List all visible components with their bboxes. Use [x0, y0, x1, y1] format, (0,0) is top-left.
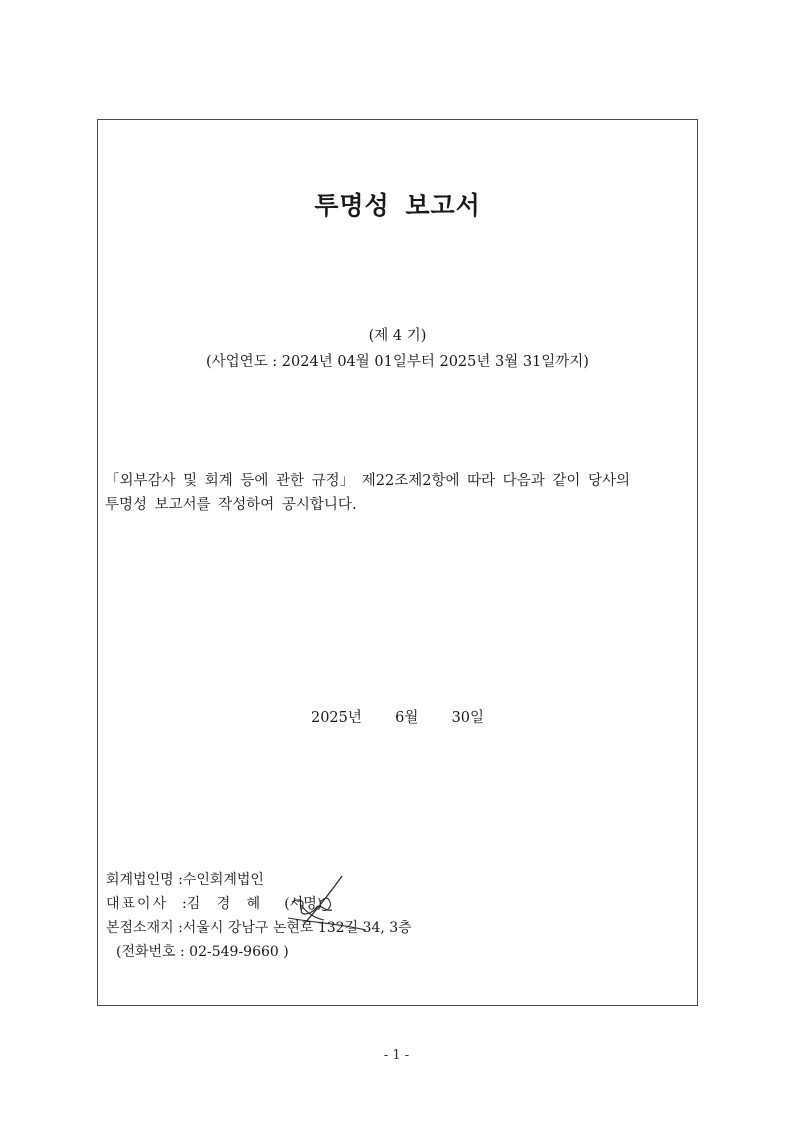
firm-name-label: 회계법인명 : — [106, 872, 183, 888]
date-year: 2025년 — [310, 710, 362, 726]
document-title: 투명성 보고서 — [314, 191, 481, 220]
date-month: 6월 — [395, 710, 419, 726]
address-label: 본점소재지 : — [106, 920, 183, 936]
date-day: 30일 — [451, 710, 485, 726]
statement-line-2: 투명성 보고서를 작성하여 공시합니다. — [105, 497, 357, 513]
fiscal-term: (제 4 기) — [368, 328, 427, 344]
report-date — [97, 706, 698, 727]
firm-name: 수인회계법인 — [182, 872, 264, 888]
page-number: - 1 - — [383, 1048, 410, 1063]
statement-line-1: 「외부감사 및 회계 등에 관한 규정」 제22조제2항에 따라 다음과 같이 당사의 — [105, 473, 630, 489]
address: 서울시 강남구 논현로 132길 34, 3층 — [182, 920, 412, 936]
seal-text: (서명) — [284, 896, 323, 912]
representative-label: 대표이사 — [106, 896, 169, 912]
representative-separator: : — [182, 896, 187, 912]
disclosure-statement — [105, 469, 695, 517]
handwritten-signature — [280, 872, 370, 932]
fiscal-period: (사업연도 : 2024년 04월 01일부터 2025년 3월 31일까지) — [206, 354, 589, 370]
representative-name: 김 경 혜 — [186, 896, 267, 912]
phone-row — [106, 940, 412, 964]
phone-number: (전화번호 : 02-549-9660 ) — [116, 944, 289, 960]
